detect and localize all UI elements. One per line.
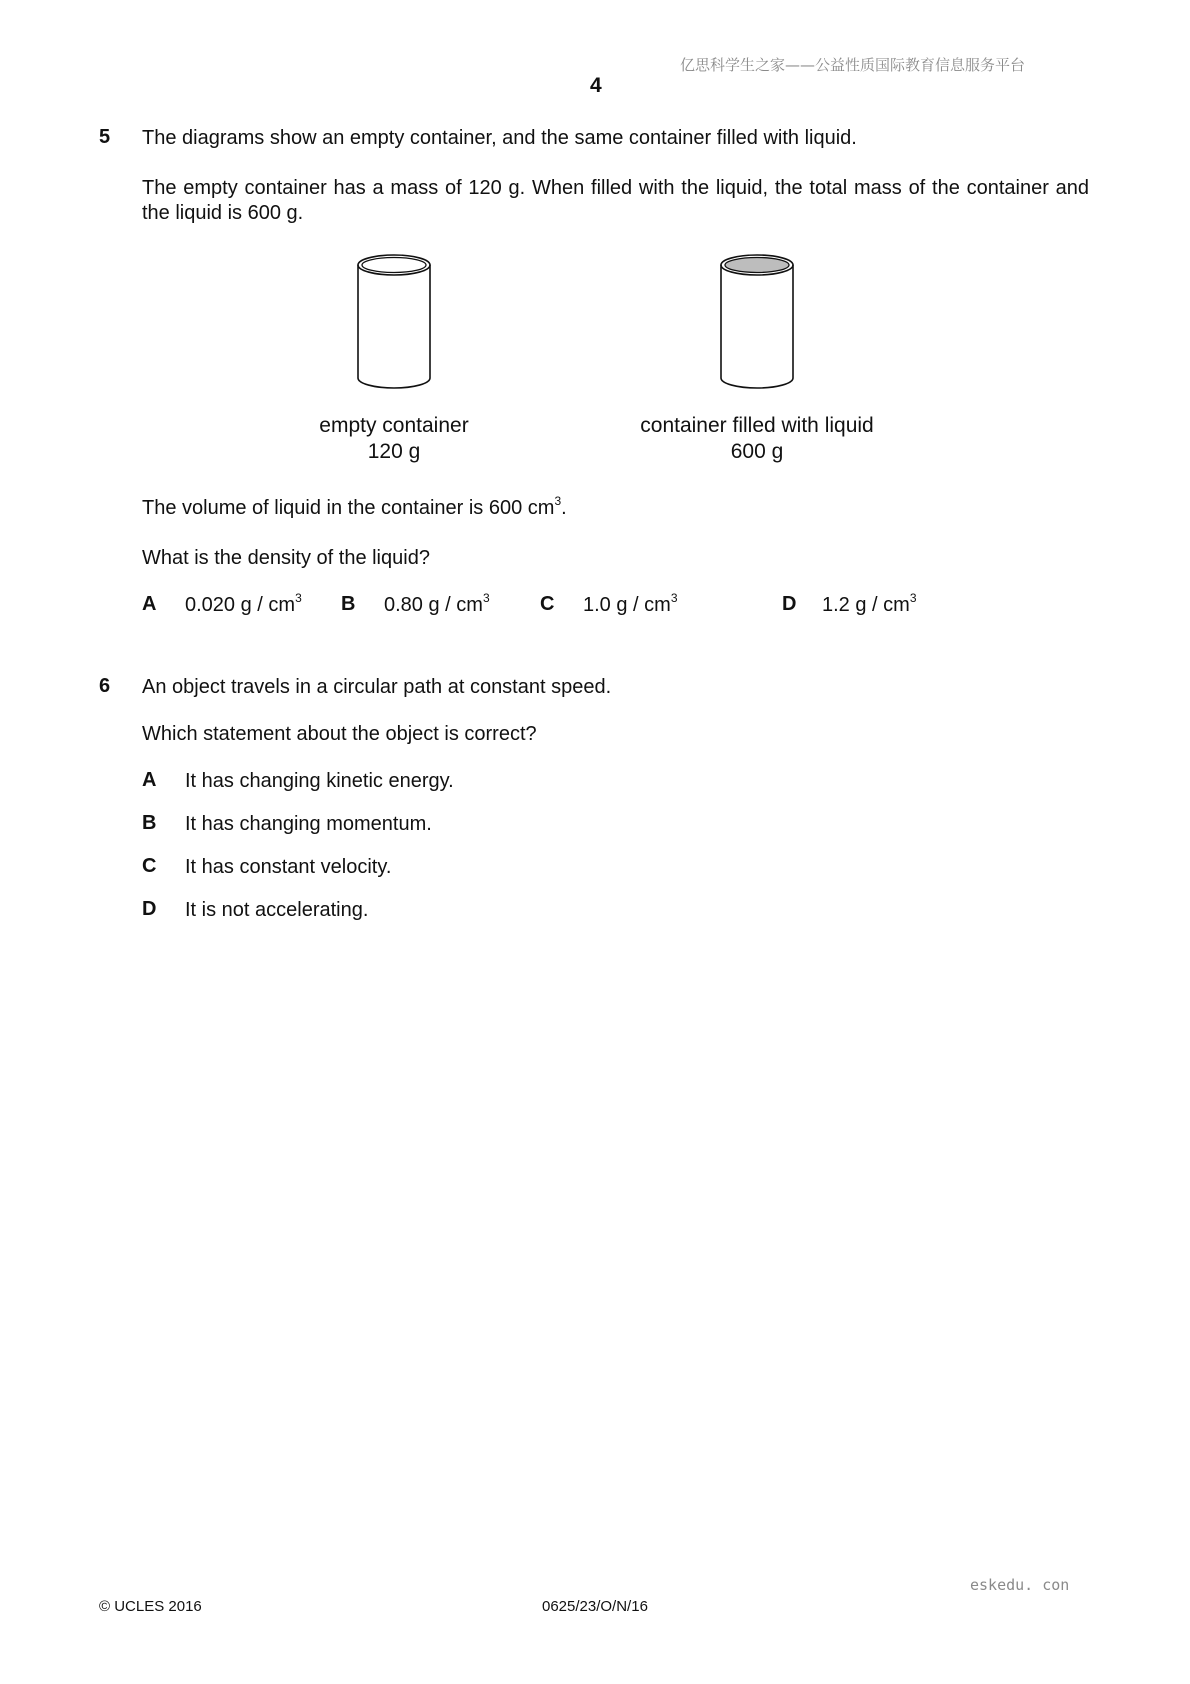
filled-container-base bbox=[721, 378, 793, 388]
q6-option-c-letter: C bbox=[142, 855, 157, 877]
empty-container-diagram bbox=[350, 250, 438, 395]
page-number: 4 bbox=[590, 74, 602, 97]
q6-option-a-letter: A bbox=[142, 769, 157, 791]
copyright: © UCLES 2016 bbox=[99, 1598, 202, 1615]
paper-code: 0625/23/O/N/16 bbox=[542, 1598, 648, 1615]
liquid-surface bbox=[725, 258, 789, 273]
site-watermark: eskedu. con bbox=[970, 1576, 1070, 1594]
volume-exponent: 3 bbox=[554, 494, 562, 508]
q6-option-d-text: It is not accelerating. bbox=[185, 899, 369, 921]
q6-option-a-text: It has changing kinetic energy. bbox=[185, 770, 454, 792]
question-5-number: 5 bbox=[99, 126, 111, 148]
q5-option-d-exp: 3 bbox=[909, 591, 917, 605]
watermark-text: 亿思科学生之家——公益性质国际教育信息服务平台 bbox=[680, 56, 1026, 74]
filled-container-caption bbox=[617, 413, 897, 465]
question-6-intro: An object travels in a circular path at constant speed. bbox=[142, 676, 612, 698]
q5-option-b-text: 0.80 g / cm bbox=[384, 594, 483, 616]
q5-option-b-letter: B bbox=[341, 593, 356, 615]
q5-option-a-text: 0.020 g / cm bbox=[185, 594, 296, 616]
question-5-intro: The diagrams show an empty container, and the same container filled with liquid. bbox=[142, 127, 857, 149]
q6-option-b-letter: B bbox=[142, 812, 157, 834]
q5-option-d-letter: D bbox=[782, 593, 797, 615]
question-6-number: 6 bbox=[99, 675, 111, 697]
filled-container-label: container filled with liquid bbox=[640, 414, 874, 437]
q5-option-d-text: 1.2 g / cm bbox=[822, 594, 910, 616]
empty-container-mass: 120 g bbox=[367, 440, 421, 463]
q5-option-c-text: 1.0 g / cm bbox=[583, 594, 671, 616]
q5-option-c-exp: 3 bbox=[670, 591, 678, 605]
empty-container-label: empty container bbox=[319, 414, 469, 437]
q5-option-c-letter: C bbox=[540, 593, 555, 615]
filled-container-mass: 600 g bbox=[730, 440, 784, 463]
filled-container-diagram bbox=[713, 250, 801, 395]
q6-option-b-text: It has changing momentum. bbox=[185, 813, 432, 835]
empty-container-base bbox=[358, 378, 430, 388]
question-5-question: What is the density of the liquid? bbox=[142, 547, 430, 569]
volume-text: The volume of liquid in the container is 600 cm bbox=[142, 497, 555, 519]
question-5-volume bbox=[142, 496, 567, 521]
q5-option-b-exp: 3 bbox=[482, 591, 490, 605]
q5-option-d-value bbox=[822, 593, 917, 618]
q5-option-b-value bbox=[384, 593, 490, 618]
volume-end: . bbox=[561, 497, 567, 519]
q5-option-a-letter: A bbox=[142, 593, 157, 615]
q5-option-c-value bbox=[583, 593, 678, 618]
q5-option-a-exp: 3 bbox=[295, 591, 302, 605]
question-5-info: The empty container has a mass of 120 g. When filled with the liquid, the total mass of the container and the liquid is 600 g. bbox=[142, 177, 1089, 224]
q5-option-a-value bbox=[185, 593, 302, 618]
empty-container-rim-inner bbox=[362, 258, 426, 273]
question-6-question: Which statement about the object is correct? bbox=[142, 723, 537, 745]
q6-option-c-text: It has constant velocity. bbox=[185, 856, 392, 878]
empty-container-caption bbox=[294, 413, 494, 465]
q6-option-d-letter: D bbox=[142, 898, 157, 920]
